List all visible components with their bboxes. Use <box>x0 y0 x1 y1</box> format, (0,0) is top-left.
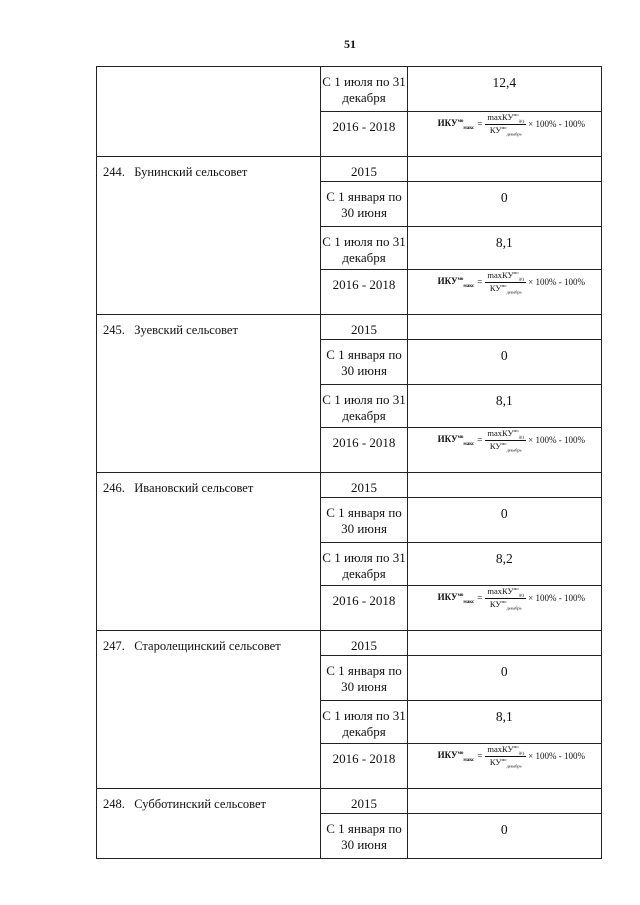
period-text: С 1 июля по 31 декабря <box>322 234 406 265</box>
period-cell <box>321 631 407 656</box>
formula-tail: × 100% - 100% <box>528 593 585 604</box>
formula-denominator: $КУ^{мо}_{декабрь}$ <box>489 124 522 137</box>
formula-numerator: maxКУ$^{мо}_{i(t)}$ <box>487 744 525 756</box>
formula-tail: × 100% - 100% <box>528 435 585 446</box>
formula-equals: = <box>477 277 483 288</box>
formula-numerator: maxКУ$^{мо}_{i(t)}$ <box>487 112 525 124</box>
formula-fraction <box>485 112 526 136</box>
formula-cell <box>407 270 601 315</box>
table-row <box>97 67 602 112</box>
value-cell <box>407 631 601 656</box>
value-cell <box>407 543 601 586</box>
formula-lhs: $ИКУ^{мо}_{макс}$ <box>437 749 475 763</box>
formula-denominator: $КУ^{мо}_{декабрь}$ <box>489 440 522 453</box>
period-cell <box>321 789 407 814</box>
formula-denominator: $КУ^{мо}_{декабрь}$ <box>489 282 522 295</box>
table-row <box>97 473 602 498</box>
period-cell <box>321 428 407 473</box>
value-text: 0 <box>500 822 508 837</box>
period-text: 2016 - 2018 <box>332 435 396 450</box>
value-cell <box>407 473 601 498</box>
value-text <box>408 473 601 481</box>
value-text: 0 <box>500 664 508 679</box>
formula-cell <box>407 428 601 473</box>
period-text: 2015 <box>351 480 378 495</box>
value-cell <box>407 701 601 744</box>
period-text: 2016 - 2018 <box>332 593 396 608</box>
formula <box>422 112 601 136</box>
value-text <box>408 631 601 639</box>
value-text <box>408 789 601 797</box>
period-text: 2015 <box>351 796 378 811</box>
table-row <box>97 789 602 814</box>
period-cell <box>321 543 407 586</box>
formula-cell <box>407 744 601 789</box>
period-cell <box>321 315 407 340</box>
settlement-name: 245. Зуевский сельсовет <box>103 323 238 337</box>
period-cell <box>321 656 407 701</box>
table-body <box>97 67 602 859</box>
period-text: С 1 января по 30 июня <box>326 505 402 536</box>
formula-numerator: maxКУ$^{мо}_{i(t)}$ <box>487 270 525 282</box>
formula <box>422 428 601 452</box>
table-row <box>97 631 602 656</box>
value-text <box>408 315 601 323</box>
period-cell <box>321 340 407 385</box>
formula-fraction <box>485 744 526 768</box>
formula-lhs: $ИКУ^{мо}_{макс}$ <box>437 117 475 131</box>
period-cell <box>321 227 407 270</box>
formula-fraction <box>485 586 526 610</box>
period-text: 2015 <box>351 322 378 337</box>
period-cell <box>321 67 407 112</box>
value-cell <box>407 340 601 385</box>
formula-tail: × 100% - 100% <box>528 119 585 130</box>
period-text: 2016 - 2018 <box>332 751 396 766</box>
period-cell <box>321 701 407 744</box>
settlement-cell <box>97 315 321 473</box>
value-text: 0 <box>500 190 508 205</box>
page-number: 51 <box>344 37 356 51</box>
formula-denominator: $КУ^{мо}_{декабрь}$ <box>489 598 522 611</box>
period-text: С 1 января по 30 июня <box>326 821 402 852</box>
period-cell <box>321 270 407 315</box>
formula-cell <box>407 586 601 631</box>
value-cell <box>407 157 601 182</box>
table-row <box>97 157 602 182</box>
formula-tail: × 100% - 100% <box>528 751 585 762</box>
value-cell <box>407 789 601 814</box>
value-cell <box>407 315 601 340</box>
period-text: С 1 января по 30 июня <box>326 347 402 378</box>
settlement-name: 246. Ивановский сельсовет <box>103 481 254 495</box>
value-cell <box>407 385 601 428</box>
settlement-cell <box>97 789 321 859</box>
formula-denominator: $КУ^{мо}_{декабрь}$ <box>489 756 522 769</box>
period-cell <box>321 385 407 428</box>
settlement-cell-continued <box>97 67 321 157</box>
period-cell <box>321 814 407 859</box>
settlement-name: 248. Субботинский сельсовет <box>103 797 266 811</box>
formula-equals: = <box>477 593 483 604</box>
value-text: 8,1 <box>495 709 513 724</box>
formula-numerator: maxКУ$^{мо}_{i(t)}$ <box>487 428 525 440</box>
formula-equals: = <box>477 751 483 762</box>
formula-fraction <box>485 270 526 294</box>
value-text: 8,1 <box>495 393 513 408</box>
formula-fraction <box>485 428 526 452</box>
period-cell <box>321 182 407 227</box>
formula-tail: × 100% - 100% <box>528 277 585 288</box>
value-cell <box>407 67 601 112</box>
formula-lhs: $ИКУ^{мо}_{макс}$ <box>437 433 475 447</box>
value-text: 0 <box>500 348 508 363</box>
period-text: С 1 июля по 31 декабря <box>322 708 406 739</box>
formula <box>422 586 601 610</box>
formula-lhs: $ИКУ^{мо}_{макс}$ <box>437 591 475 605</box>
value-text <box>408 157 601 165</box>
formula <box>422 744 601 768</box>
value-text: 8,1 <box>495 235 513 250</box>
value-cell <box>407 182 601 227</box>
period-cell <box>321 112 407 157</box>
period-cell <box>321 498 407 543</box>
formula-lhs: $ИКУ^{мо}_{макс}$ <box>437 275 475 289</box>
settlement-cell <box>97 631 321 789</box>
period-text: 2016 - 2018 <box>332 277 396 292</box>
settlement-name: 244. Бунинский сельсовет <box>103 165 248 179</box>
period-text: С 1 января по 30 июня <box>326 189 402 220</box>
period-text: 2016 - 2018 <box>332 119 396 134</box>
value-text: 8,2 <box>495 551 513 566</box>
table-row <box>97 315 602 340</box>
formula-cell <box>407 112 601 157</box>
value-cell <box>407 656 601 701</box>
period-cell <box>321 744 407 789</box>
formula <box>422 270 601 294</box>
formula-equals: = <box>477 119 483 130</box>
period-cell <box>321 157 407 182</box>
value-cell <box>407 227 601 270</box>
value-cell <box>407 814 601 859</box>
data-table <box>96 66 602 859</box>
value-text: 12,4 <box>492 75 517 90</box>
period-text: 2015 <box>351 164 378 179</box>
settlement-cell <box>97 473 321 631</box>
period-cell <box>321 586 407 631</box>
settlement-name: 247. Старолещинский сельсовет <box>103 639 281 653</box>
period-text: С 1 июля по 31 декабря <box>322 392 406 423</box>
period-text: С 1 января по 30 июня <box>326 663 402 694</box>
value-text: 0 <box>500 506 508 521</box>
formula-equals: = <box>477 435 483 446</box>
settlement-cell <box>97 157 321 315</box>
period-text: 2015 <box>351 638 378 653</box>
period-text: С 1 июля по 31 декабря <box>322 74 406 105</box>
period-text: С 1 июля по 31 декабря <box>322 550 406 581</box>
period-cell <box>321 473 407 498</box>
value-cell <box>407 498 601 543</box>
formula-numerator: maxКУ$^{мо}_{i(t)}$ <box>487 586 525 598</box>
